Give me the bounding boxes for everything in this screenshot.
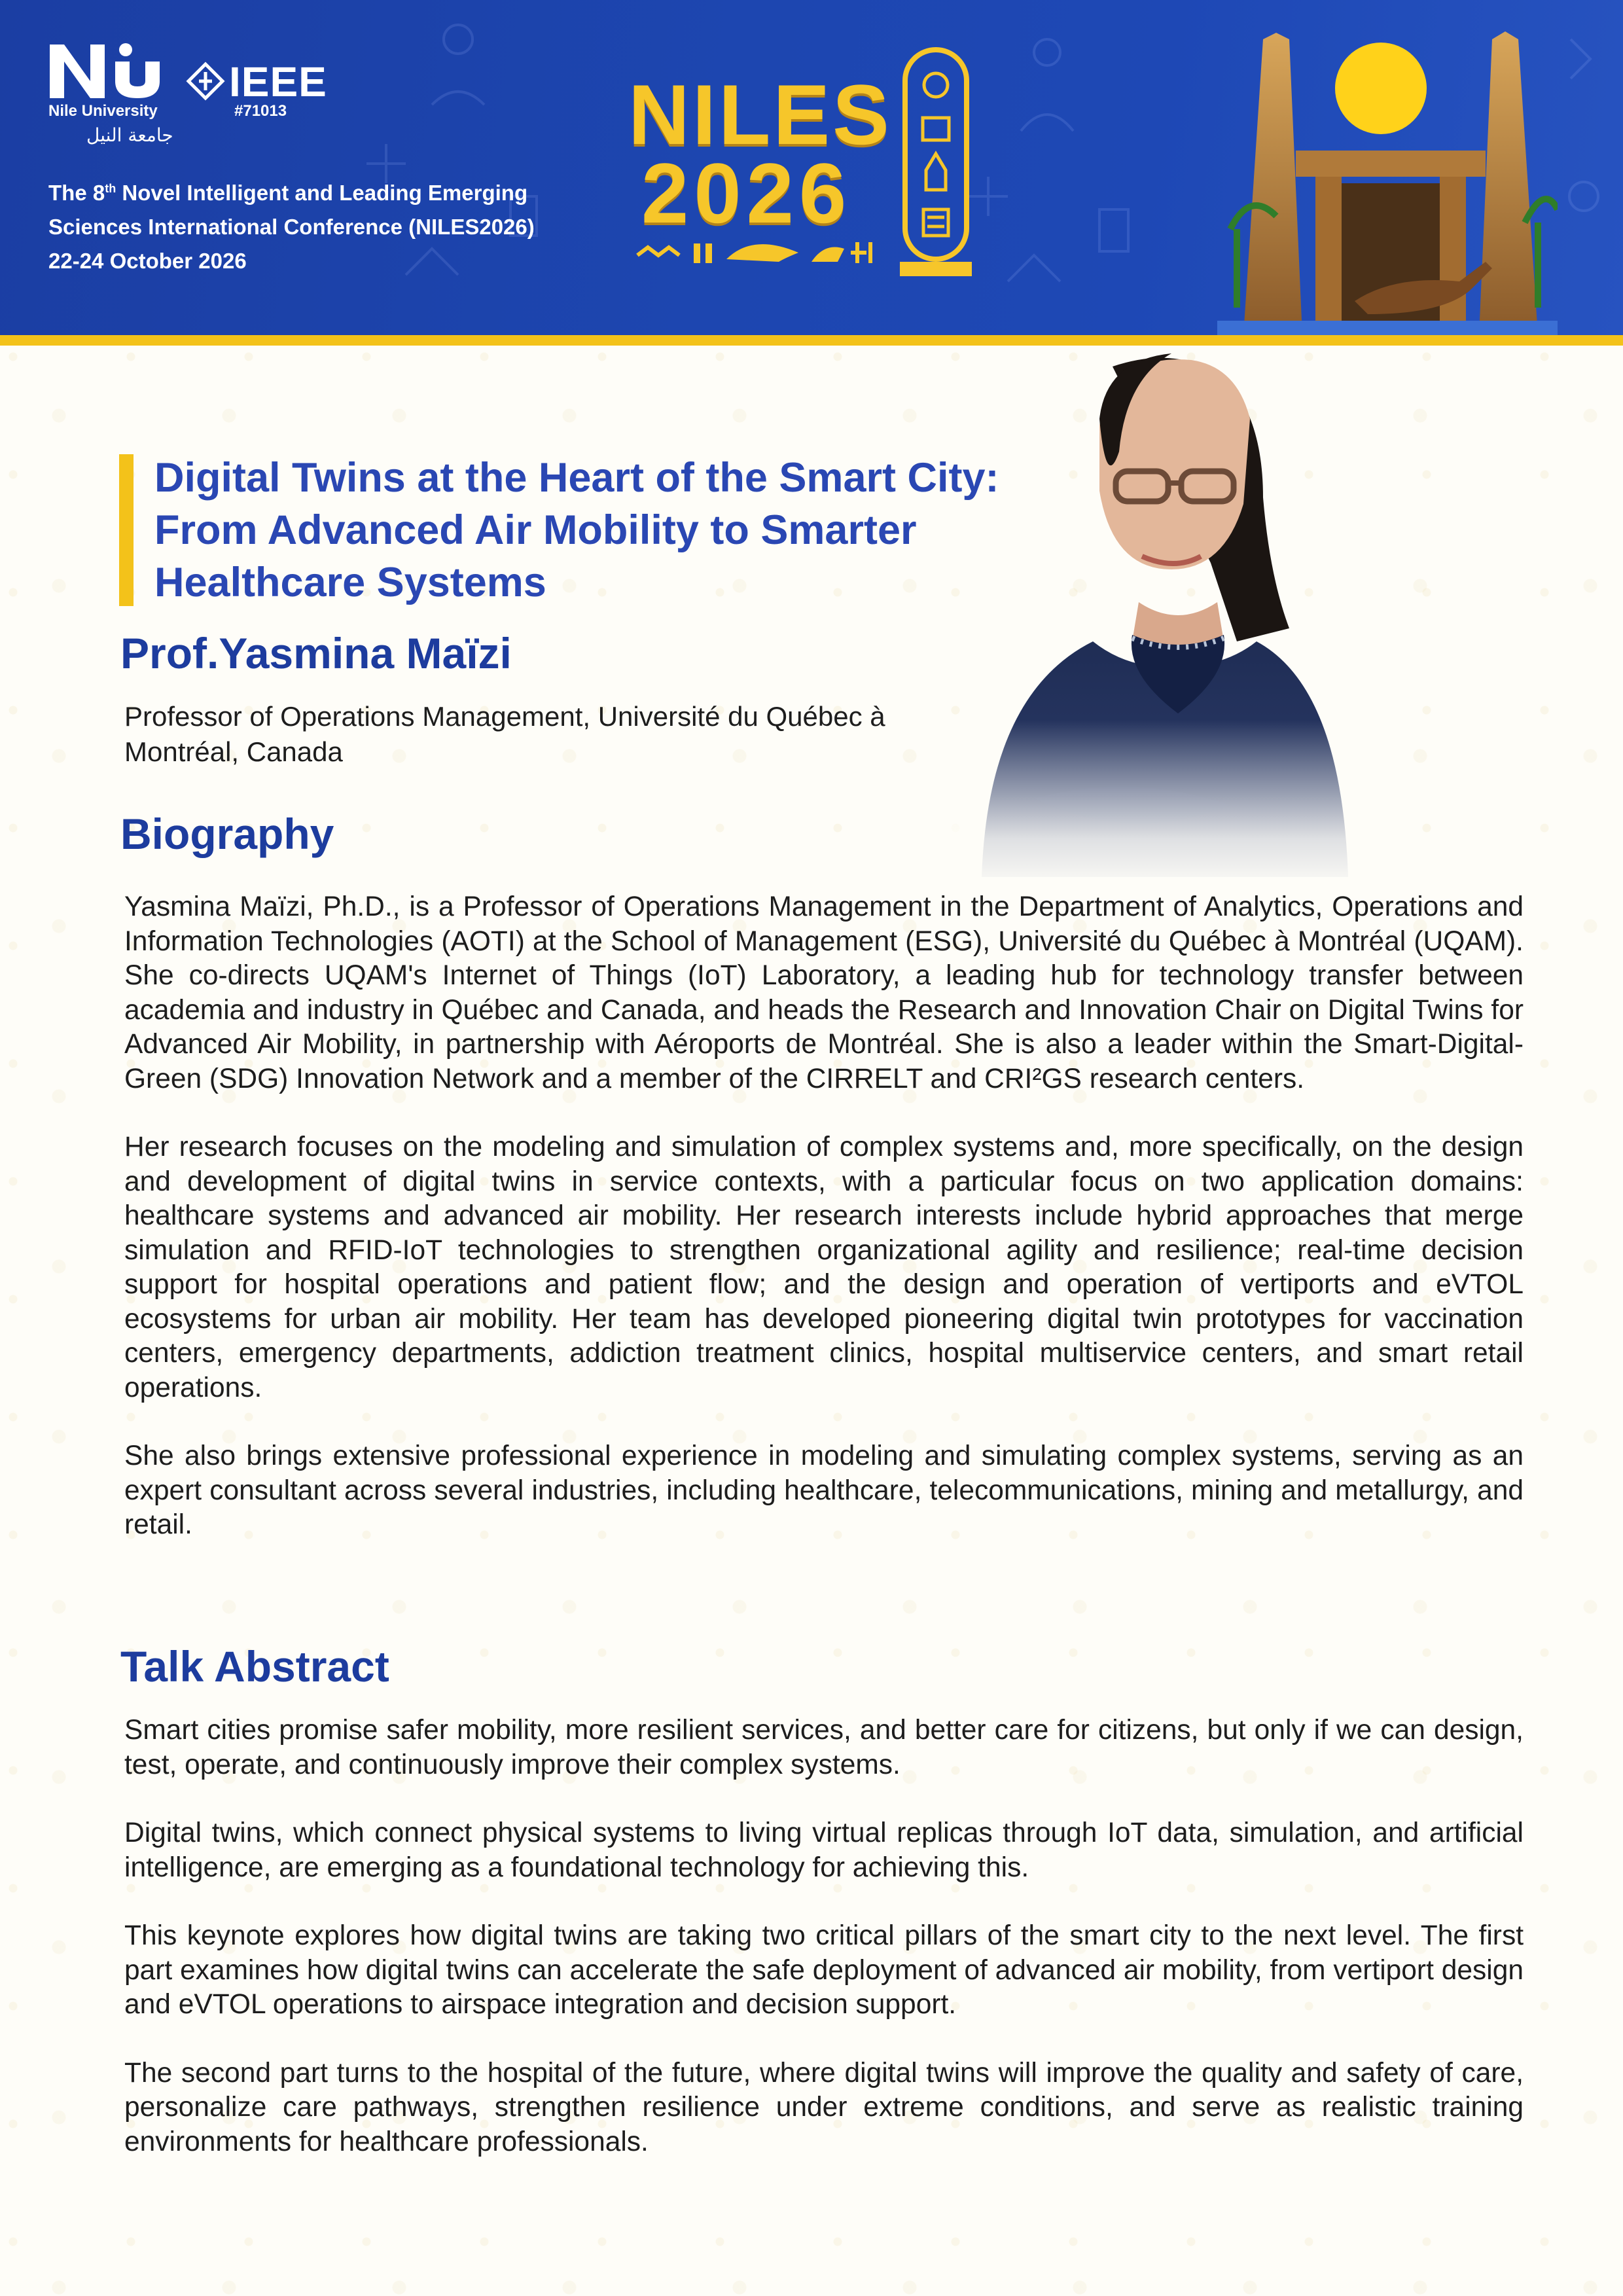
conference-dates: 22-24 October 2026 [48,249,247,273]
biography-body [124,890,1524,1577]
ieee-diamond-icon [186,62,225,101]
cartouche-icon [900,46,972,281]
abstract-paragraph: The second part turns to the hospital of the future, where digital twins will improve the quality and safety of care, personalize care pathways, strengthen resilience under extreme conditions, and serve as realistic training environments for healthcare professionals. [124,2057,1524,2157]
hieroglyph-row-icon [635,236,890,268]
portrait-fade-overlay [942,720,1387,890]
university-name: Nile University [48,102,158,120]
university-arabic-name: جامعة النيل [86,124,173,146]
nu-logo-mark [47,39,165,99]
biography-paragraph: She also brings extensive professional experience in modeling and simulating complex systems, serving as an expert consultant across several industries, including healthcare, telecommunications, mining and metallurgy, and retail. [124,1441,1524,1540]
ieee-logo [183,55,353,120]
talk-title: Digital Twins at the Heart of the Smart City: From Advanced Air Mobility to Smarter Healthcare Systems [154,455,999,605]
abstract-heading: Talk Abstract [120,1642,389,1691]
abstract-paragraph: Smart cities promise safer mobility, more resilient services, and better care for citizens, but only if we can design, test, operate, and continuously improve their complex systems. [124,1715,1524,1780]
conference-title-rest: Novel Intelligent and Leading Emerging Sciences International Conference (NILES2026) [48,181,535,239]
abstract-body [124,1713,1524,2193]
abstract-paragraph: This keynote explores how digital twins are taking two critical pillars of the smart city to the next level. The first part examines how digital twins can accelerate the safe deployment of advanced air mobility, from vertiport design and eVTOL operations to airspace integration and decision support. [124,1920,1524,2020]
niles-logo-word: NILES [628,67,892,162]
niles-logo-year: 2026 [641,145,852,241]
conference-title [48,171,624,244]
niles2026-logo [609,46,975,281]
biography-heading: Biography [120,810,334,858]
conference-title-ordinal: th [105,182,116,195]
ieee-conference-number: #71013 [234,102,287,120]
egyptian-temple-illustration [1217,13,1558,335]
abstract-paragraph: Digital twins, which connect physical systems to living virtual replicas through IoT data, simulation, and artificial intelligence, are emerging as a foundational technology for achieving this. [124,1818,1524,1883]
ieee-wordmark: IEEE [229,58,327,105]
title-accent-bar [119,454,134,606]
speaker-name: Prof.Yasmina Maïzi [120,629,512,677]
biography-paragraph: Yasmina Maïzi, Ph.D., is a Professor of Operations Management in the Department of Analytics, Operations and Information Technologies (AOTI) at the School of Management (ESG), Université du Québec à Montréal (UQAM). She co-directs UQAM's Internet of Things (IoT) Laboratory, a leading hub for technology transfer between academia and industry in Québec and Canada, and heads the Research and Innovation Chair on Digital Twins for Advanced Air Mobility, in partnership with Aéroports de Montréal. She is also a leader within the Smart-Digital-Green (SDG) Innovation Network and a member of the CIRRELT and CRI²GS research centers. [124,891,1524,1094]
speaker-affiliation: Professor of Operations Management, Université du Québec à Montréal, Canada [124,701,885,767]
header-accent-strip [0,335,1623,346]
conference-header-banner [0,0,1623,335]
conference-title-prefix: The 8 [48,181,105,205]
nile-university-logo [47,39,173,151]
biography-paragraph: Her research focuses on the modeling and simulation of complex systems and, more specifically, on the design and development of digital twins in service contexts, with a particular focus on two application domains: healthcare systems and advanced air mobility. Her research interests include hybrid approaches that merge simulation and RFID-IoT technologies to strengthen organizational agility and resilience; real-time decision support for hospital operations and patient flow; and the design and operation of vertiports and eVTOL ecosystems for urban air mobility. Her team has developed pioneering digital twin prototypes for vaccination centers, emergency departments, addiction treatment clinics, hospital multiservice centers, and smart retail operations. [124,1132,1524,1403]
